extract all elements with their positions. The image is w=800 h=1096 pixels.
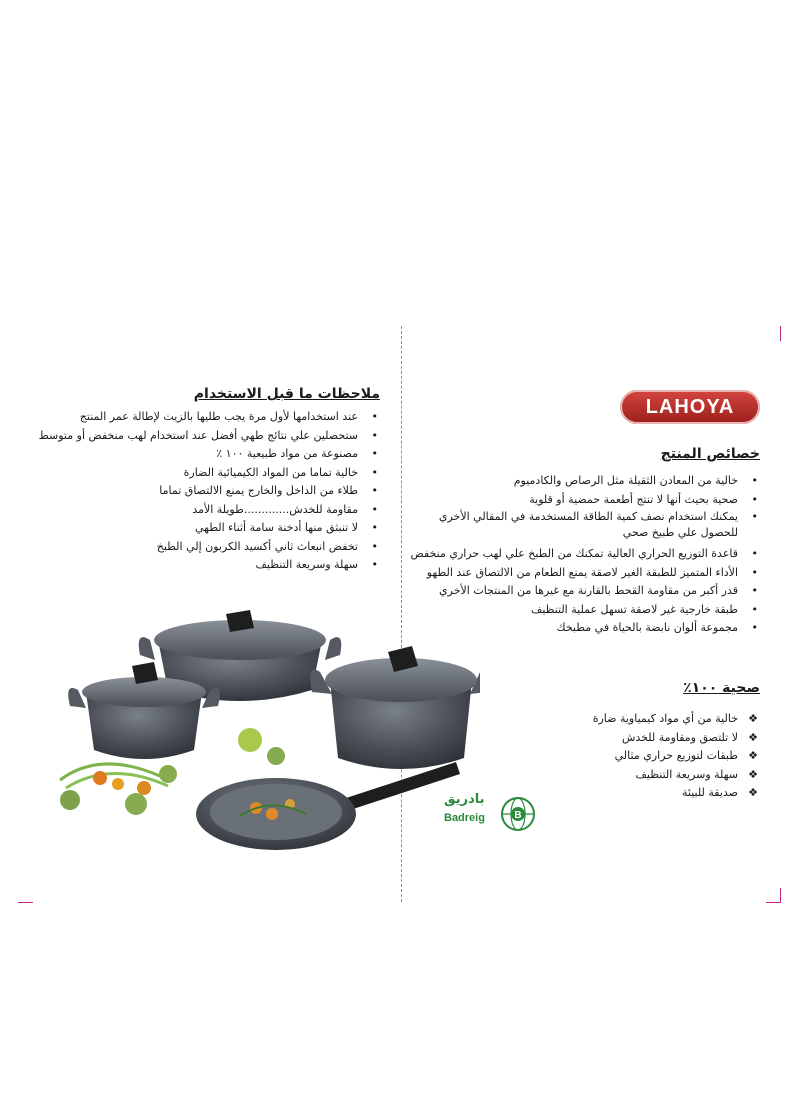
list-item: • مصنوعة من مواد طبيعية ١٠٠ ٪ [48, 445, 380, 464]
product-features-heading: خصائص المنتج [660, 446, 760, 462]
diamond-bullet-icon: ❖ [748, 767, 758, 781]
list-item: • لا تنبثق منها أدخنة سامة أثناء الطهي [48, 519, 380, 538]
bullet-icon: • [751, 492, 758, 506]
pre-use-notes-panel [38, 386, 380, 575]
list-item: ❖ طبقات لتوزيع حراري مثالي [540, 747, 760, 766]
badreig-arabic-name: بادريق [444, 792, 485, 807]
list-item: • سهلة وسريعة التنظيف [48, 556, 380, 575]
list-item: • قدر أكبر من مقاومة القحط بالقارنة مع غيرها من المنتجات الأخري [410, 582, 760, 601]
bullet-icon: • [371, 410, 378, 423]
bullet-icon: • [371, 428, 378, 442]
globe-letter: B [514, 810, 522, 821]
product-features-list [410, 472, 760, 638]
bullet-icon: • [751, 602, 758, 616]
list-item: • تخفض انبعاث ثاني أكسيد الكربون إلي الطبخ [48, 538, 380, 557]
pre-use-notes-list [38, 408, 380, 575]
list-item: ❖ خالية من أي مواد كيمياوية ضارة [540, 710, 760, 729]
list-item: • مقاومة للخدش.............طويلة الأمد [48, 501, 380, 520]
bullet-icon: • [751, 621, 758, 634]
lahoya-logo: LAHOYA [620, 390, 760, 424]
bullet-icon: • [371, 502, 378, 516]
diamond-bullet-icon: ❖ [748, 749, 758, 762]
product-features-panel [410, 446, 760, 638]
diamond-bullet-icon: ❖ [748, 730, 758, 744]
list-item: • طلاء من الداخل والخارج يمنع الالتصاق تماما [48, 482, 380, 501]
health-list [540, 710, 760, 803]
list-item: • قاعدة التوزيع الحراري العالية تمكنك من الطبخ علي لهب حراري منخفض [410, 545, 760, 564]
diamond-bullet-icon: ❖ [748, 786, 758, 799]
bullet-icon: • [371, 465, 378, 479]
badreig-english-name: Badreig [444, 812, 485, 824]
bullet-icon: • [371, 447, 378, 460]
list-item: • خالية من المعادن الثقيلة مثل الرصاص والكادميوم [410, 472, 760, 491]
list-item: • صحية بحيث أنها لا تنتج أطعمة حمضية أو قلوية [410, 491, 760, 510]
list-item: • ستحصلين علي نتائج طهي أفضل عند استخدام لهب منخفض أو متوسط [48, 427, 380, 446]
cookware-frying-pan [196, 762, 460, 850]
bullet-icon: • [751, 565, 758, 579]
list-item: • مجموعة ألوان نابضة بالحياة في مطبخك [410, 619, 760, 638]
list-item: • طبقة خارجية غير لاصقة تسهل عملية التنظيف [410, 601, 760, 620]
health-heading: صحية ١٠٠٪ [683, 680, 760, 696]
cookware-large-pot [310, 646, 480, 769]
bullet-icon: • [751, 474, 758, 487]
cookware-set-illustration [40, 600, 480, 872]
list-item: ❖ سهلة وسريعة التنظيف [540, 766, 760, 785]
bullet-icon: • [371, 558, 378, 571]
list-item: • الأداء المتميز للطبقة الغير لاصقة يمنع الطعام من الالتصاق عند الطهو [410, 564, 760, 583]
list-item: • عند استخدامها لأول مرة يجب طليها بالزيت لإطالة عمر المنتج [48, 408, 380, 427]
diamond-bullet-icon: ❖ [748, 712, 758, 725]
bullet-icon: • [371, 521, 378, 534]
health-panel [540, 680, 760, 803]
list-item: • خالية تماما من المواد الكيميائية الضارة [48, 464, 380, 483]
bullet-icon: • [751, 547, 758, 560]
globe-icon [500, 796, 536, 832]
bullet-icon: • [751, 584, 758, 597]
list-item: ❖ صديقة للبيئة [540, 784, 760, 803]
list-item: ❖ لا تلتصق ومقاومة للخدش [540, 729, 760, 748]
bullet-icon: • [371, 484, 378, 497]
bullet-icon: • [751, 510, 758, 523]
list-item: • يمكنك استخدام نصف كمية الطاقة المستخدمة في المقالي الأخري للحصول علي طبيخ صحي [438, 510, 758, 539]
pre-use-notes-heading: ملاحظات ما قبل الاستخدام [193, 386, 380, 402]
bullet-icon: • [371, 539, 378, 553]
